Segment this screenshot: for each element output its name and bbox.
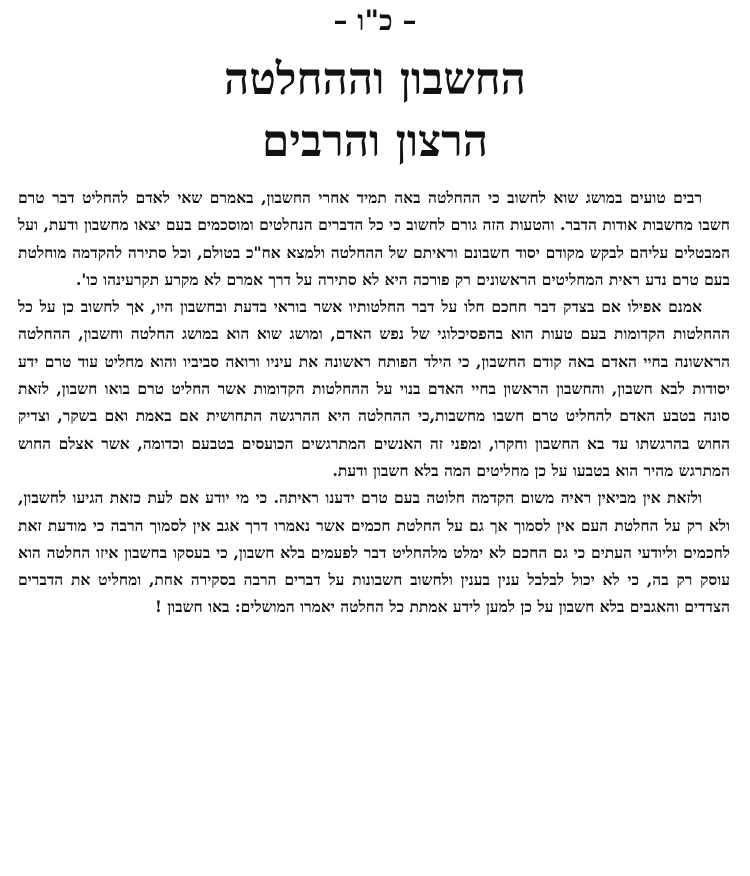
body-text bbox=[18, 184, 730, 621]
chapter-number: – כ"ו – bbox=[333, 4, 417, 37]
paragraph-2: אמנם אפילו אם בצדק דבר חחכם חלו על דבר החלטותיו אשר בוראי בדעת ובחשבון היו, אך לחשוב כן על כל ההחלטות הקדומות בעם טעות הוא בהפסיכלוגי של נפש האדם, ומושג שוא הוא במושג החלטה וחשבון, ההחלטה הראשונה בחיי האדם באה קודם החשבון, כי הילד הפותח ראשונה את עיניו ורואה סביביו והוא מחליט עוד טרם ידע יסודות לבא חשבון, והחשבון הראשון בחיי האדם בנוי על ההחלטות הקדומות אשר החליט טרם בואו חשבון, לזאת סונה בטבע האדם להחליט טרם חשבו מחשבות,כי ההחלטה היא ההרגשה התחושית אם באמת ואם בשקר, וצדיק החוש בהרגשתו עד בא החשבון וחקרו, ומפני זה האנשים המתרגשים הכועסים בטבעם וכדומה, אשר אצלם החוש המתרגש מהיר הוא בטבעו על כן מחליטים המה בלא חשבון ודעת. bbox=[18, 297, 730, 480]
chapter-title-line-1: החשבון וההחלטה bbox=[224, 54, 526, 105]
paragraph-3: ולזאת אין מביאין ראיה משום הקדמה חלוטה בעם טרם ידענו ראיתה. כי מי יודע אם לעת כזאת הגיעו לחשבון, ולא רק על החלטת העם אין לסמוך אך גם על החלטת חכמים אשר נאמרו דרך אגב אין לסמוך הרבה כי מודעת זאת לחכמים וליודעי העתים כי גם החכם לא ימלט מלהחליט דבר לפעמים בלא חשבון, כי בעסקו בחשבון איזו החלטה הוא עוסק רק בה, כי לא יכול לבלבל ענין בענין ולחשוב חשבונות על דברים הרבה בסקירה אחת, ומחליט את הדברים הצדדים והאגבים בלא חשבון על כן למען לידע אמתת כל החלטה יאמרו המושלים: באו חשבון ! bbox=[18, 488, 730, 617]
chapter-title-line-2: הרצון והרבים bbox=[261, 116, 489, 167]
paragraph-1: רבים טועים במושג שוא לחשוב כי ההחלטה באה תמיד אחרי החשבון, באמרם שאי לאדם להחליט דבר טרם חשבו מחשבות אודות הדבר. והטעות הזה גורם לחשוב כי כל הדברים הנחלטים ומוסכמים בעם יצאו מחשבון ודעת, ועל המבטלים עליהם לבקש מקודם יסוד חשבונם וראיתם של ההחלטה ולמצא אח"כ בטולם, וכל סתירה להקדמה מוחלטת בעם טרם נדע ראית המחליטים הראשונים רק פורכה היא לא סתירה על דרך אמרם לא מקרע תקרעינהו כו'. bbox=[18, 188, 730, 289]
